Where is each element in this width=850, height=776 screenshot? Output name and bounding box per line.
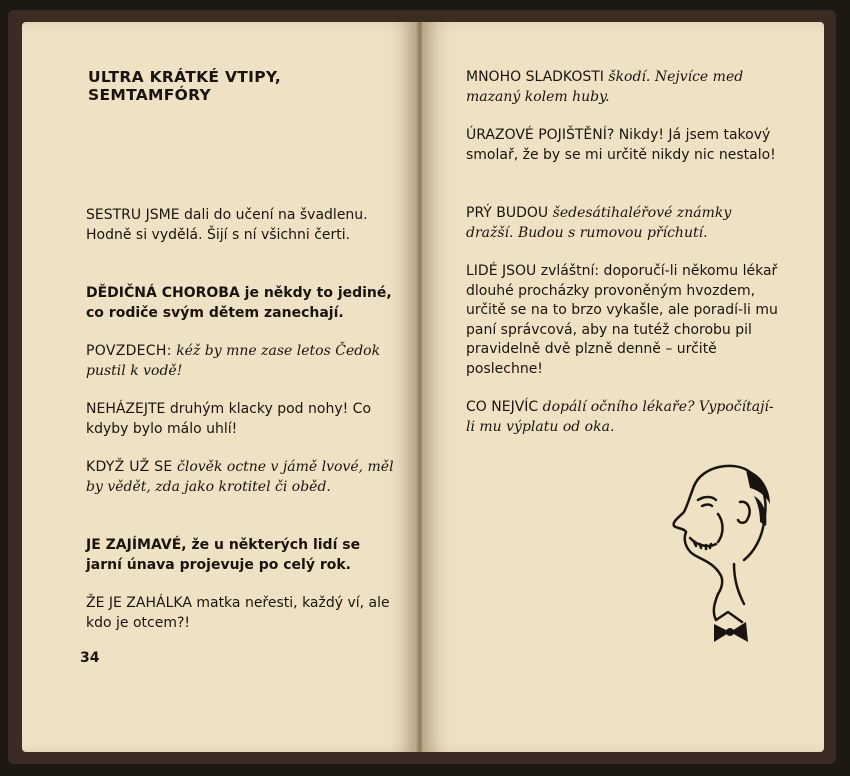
joke-insurance: ÚRAZOVÉ POJIŠTĚNÍ? Nikdy! Já jsem takový smolař, že by se mi určitě nikdy nic nestalo!	[466, 127, 776, 163]
page-title: ULTRA KRÁTKÉ VTIPY, SEMTAMFÓRY	[88, 68, 282, 104]
left-page	[22, 22, 418, 752]
joke-lions-den	[86, 458, 398, 497]
joke-sweets	[466, 68, 780, 107]
joke-text: člověk octne v jámě lvové, měl by vědět, zda jako krotitel či oběd.	[86, 459, 394, 495]
joke-hereditary-disease: DĚDIČNÁ CHOROBA je někdy to jediné, co rodiče svým dětem zanechají.	[86, 285, 392, 321]
joke-lead: CO NEJVÍC	[466, 399, 539, 415]
joke-lead: PRÝ BUDOU	[466, 205, 549, 221]
joke-text: škodí. Nejvíce med mazaný kolem huby.	[466, 69, 744, 105]
joke-seamstress: SESTRU JSME dali do učení na švadlenu. Hodně si vydělá. Šijí s ní všichni čerti.	[86, 207, 368, 243]
caricature-man-bowtie-icon	[654, 456, 784, 646]
joke-text: kéž by mne zase letos Čedok pustil k vodě!	[86, 343, 381, 379]
joke-stamps	[466, 204, 780, 243]
right-page	[422, 22, 824, 752]
page-number: 34	[80, 650, 100, 666]
joke-eye-doctor	[466, 398, 780, 437]
joke-idleness: ŽE JE ZAHÁLKA matka neřesti, každý ví, ale kdo je otcem?!	[86, 595, 390, 631]
joke-text: šedesátihaléřové známky dražší. Budou s rumovou příchutí.	[466, 205, 732, 241]
joke-lead: POVZDECH:	[86, 343, 172, 359]
joke-text: dopálí očního lékaře? Vypočítají-li mu výplatu od oka.	[466, 399, 774, 435]
joke-lead: MNOHO SLADKOSTI	[466, 69, 604, 85]
joke-spring-fatigue: JE ZAJÍMAVÉ, že u některých lidí se jarní únava projevuje po celý rok.	[86, 537, 361, 573]
joke-sticks: NEHÁZEJTE druhým klacky pod nohy! Co kdyby bylo málo uhlí!	[86, 401, 372, 437]
joke-walks: LIDÉ JSOU zvláštní: doporučí-li někomu lékař dlouhé procházky provoněným hvozdem, určitě se na to brzo vykašle, ale poradí-li mu paní správcová, aby na tutéž chorobu pil pravidelně dvě plzně denně – určitě poslechne!	[466, 263, 778, 377]
joke-lead: KDYŽ UŽ SE	[86, 459, 173, 475]
joke-sigh	[86, 342, 398, 381]
